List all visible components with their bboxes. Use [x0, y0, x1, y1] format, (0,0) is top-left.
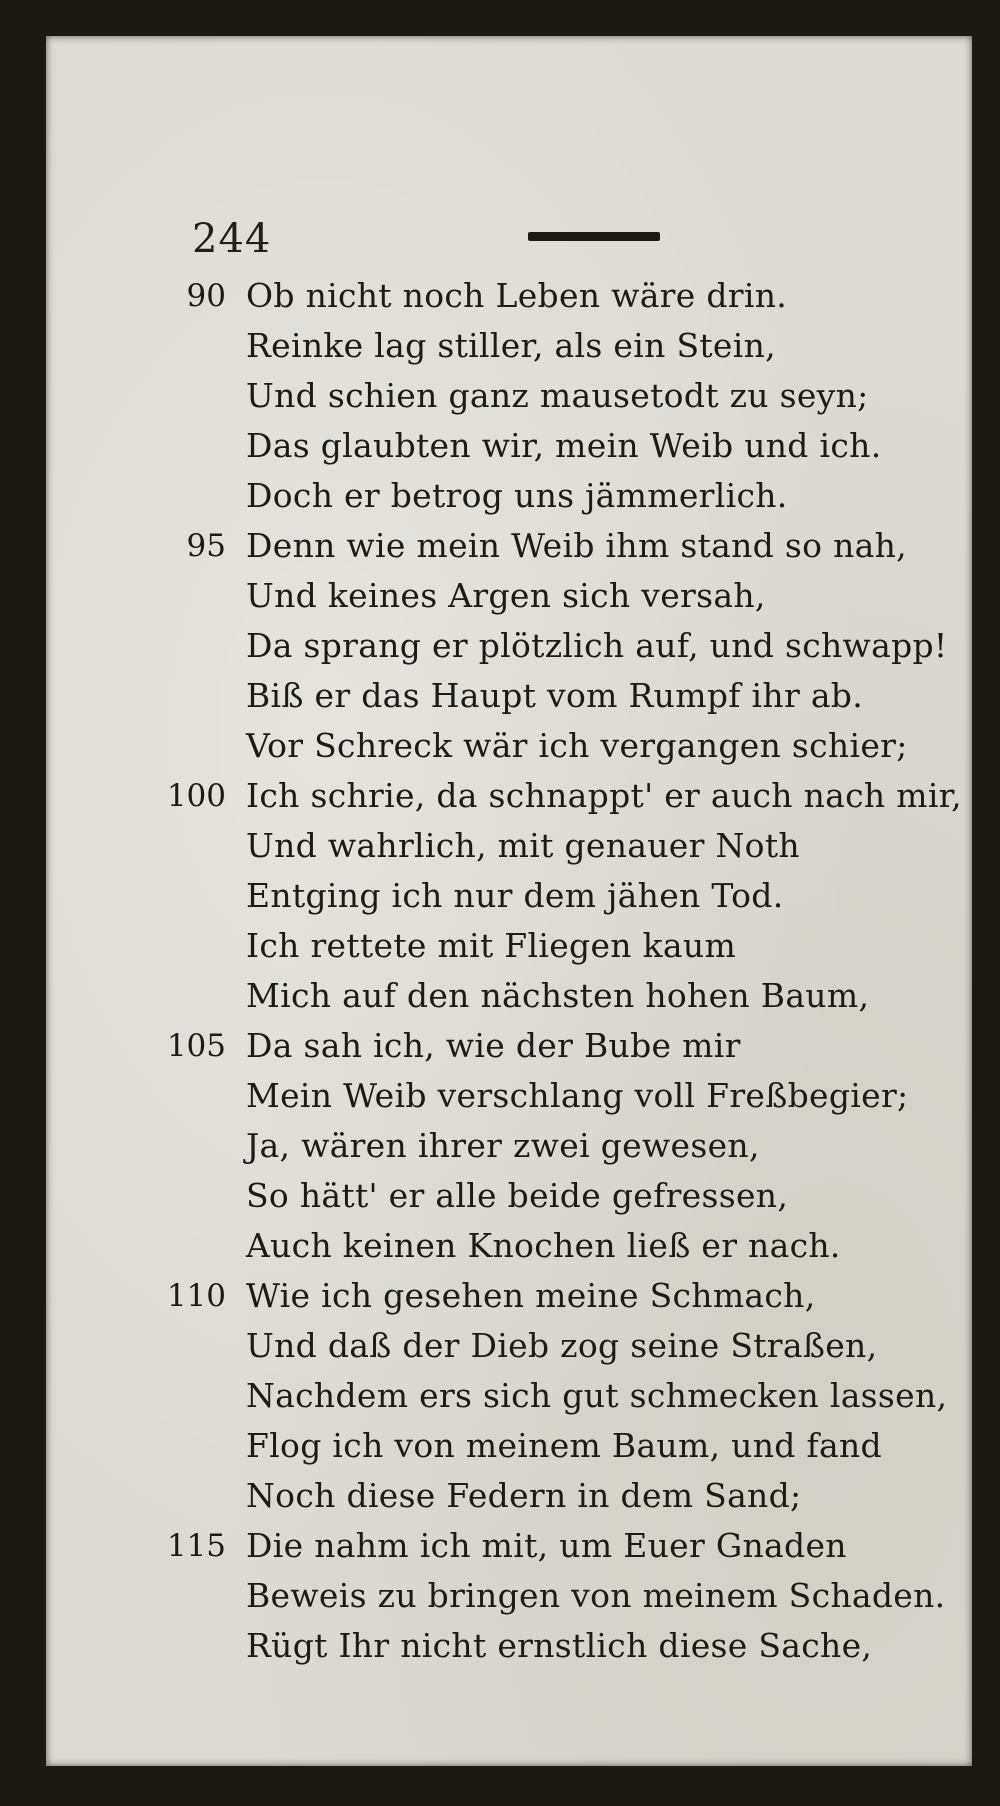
verse-line: Und keines Argen sich versah, — [246, 576, 766, 615]
line-number — [156, 1621, 226, 1671]
line-number — [156, 1321, 226, 1371]
line-number — [156, 1171, 226, 1221]
verse-line: Vor Schreck wär ich vergangen schier; — [246, 726, 908, 765]
verse-block — [46, 36, 972, 1766]
line-number — [156, 1471, 226, 1521]
verse-line: Und daß der Dieb zog seine Straßen, — [246, 1326, 878, 1365]
line-number: 90 — [186, 278, 226, 314]
verse-line: Die nahm ich mit, um Euer Gnaden — [246, 1526, 847, 1565]
line-number: 110 — [166, 1278, 226, 1314]
verse-line: Wie ich gesehen meine Schmach, — [246, 1276, 816, 1315]
verse-line: Flog ich von meinem Baum, und fand — [246, 1426, 882, 1465]
verse-line: Mein Weib verschlang voll Freßbegier; — [246, 1076, 909, 1115]
verse-line: Biß er das Haupt vom Rumpf ihr ab. — [246, 676, 864, 715]
line-number — [156, 1221, 226, 1271]
verse-line: So hätt' er alle beide gefressen, — [246, 1176, 789, 1215]
verse-line: Da sprang er plötzlich auf, und schwapp! — [246, 626, 948, 665]
line-number — [156, 871, 226, 921]
verse-line: Reinke lag stiller, als ein Stein, — [246, 326, 776, 365]
verse-line: Ja, wären ihrer zwei gewesen, — [246, 1126, 760, 1165]
book-page — [46, 36, 972, 1766]
line-number — [156, 1371, 226, 1421]
verse-line: Ich schrie, da schnappt' er auch nach mir, — [246, 776, 962, 815]
line-number — [156, 571, 226, 621]
verse-line: Und schien ganz mausetodt zu seyn; — [246, 376, 869, 415]
verse-line: Denn wie mein Weib ihm stand so nah, — [246, 526, 907, 565]
line-number — [156, 1121, 226, 1171]
line-number — [156, 721, 226, 771]
verse-line: Rügt Ihr nicht ernstlich diese Sache, — [246, 1626, 873, 1665]
line-number — [156, 371, 226, 421]
line-number — [156, 821, 226, 871]
line-number — [156, 671, 226, 721]
line-number — [156, 1071, 226, 1121]
verse-line: Auch keinen Knochen ließ er nach. — [246, 1226, 841, 1265]
verse-line: Da sah ich, wie der Bube mir — [246, 1026, 741, 1065]
verse-line: Doch er betrog uns jämmerlich. — [246, 476, 788, 515]
line-number — [156, 471, 226, 521]
line-number — [156, 621, 226, 671]
verse-line: Ich rettete mit Fliegen kaum — [246, 926, 737, 965]
verse-line: Noch diese Federn in dem Sand; — [246, 1476, 802, 1515]
line-number — [156, 921, 226, 971]
line-number — [156, 971, 226, 1021]
line-number: 115 — [166, 1528, 226, 1564]
verse-line: Das glaubten wir, mein Weib und ich. — [246, 426, 882, 465]
line-number: 105 — [166, 1028, 226, 1064]
line-number — [156, 1571, 226, 1621]
page-number: 244 — [192, 216, 272, 262]
line-number — [156, 1421, 226, 1471]
verse-line: Und wahrlich, mit genauer Noth — [246, 826, 800, 865]
verse-line: Entging ich nur dem jähen Tod. — [246, 876, 784, 915]
line-number: 100 — [166, 778, 226, 814]
verse-line: Beweis zu bringen von meinem Schaden. — [246, 1576, 946, 1615]
verse-line: Nachdem ers sich gut schmecken lassen, — [246, 1376, 948, 1415]
line-number: 95 — [186, 528, 226, 564]
verse-line: Ob nicht noch Leben wäre drin. — [246, 276, 788, 315]
line-number — [156, 421, 226, 471]
line-number — [156, 321, 226, 371]
verse-line: Mich auf den nächsten hohen Baum, — [246, 976, 870, 1015]
